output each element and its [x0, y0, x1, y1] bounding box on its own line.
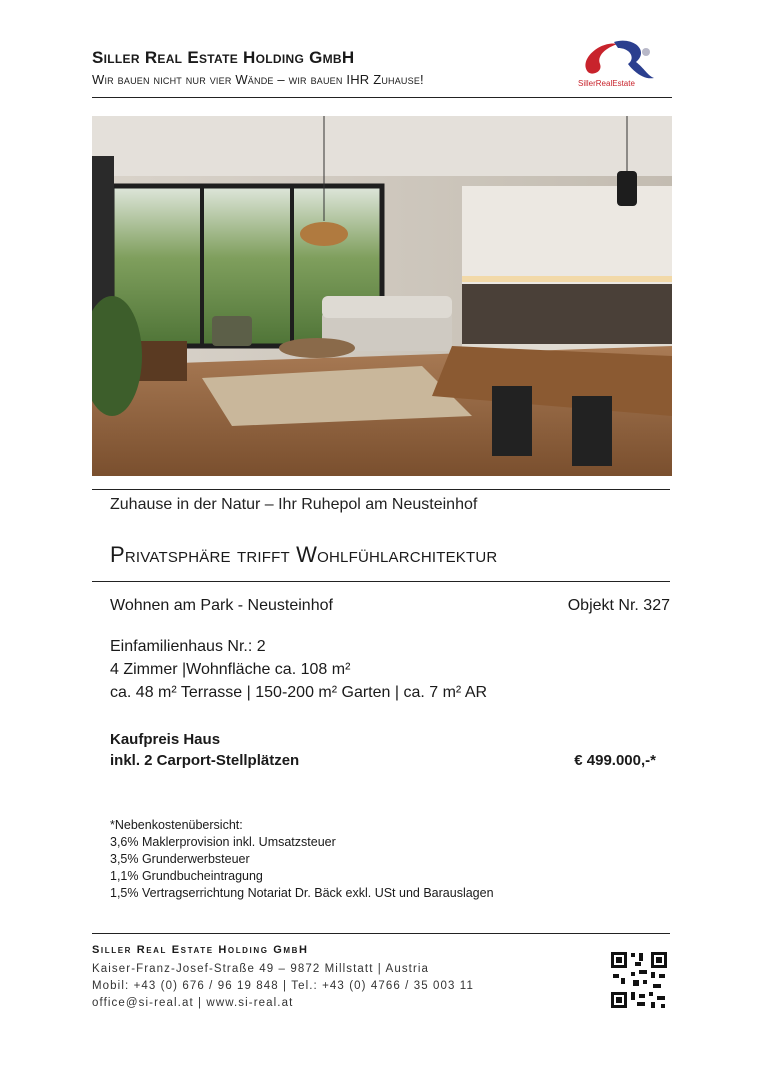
footer-divider	[92, 933, 670, 934]
logo-graphic	[570, 32, 660, 90]
property-location: Wohnen am Park - Neusteinhof	[110, 597, 333, 614]
intro-headline: Privatsphäre trifft Wohlfühlarchitektur	[110, 542, 498, 567]
cost-item: 1,5% Vertragserrichtung Notariat Dr. Bäck exkl. USt und Barauslagen	[110, 886, 494, 900]
footer-contact-web[interactable]: office@si-real.at | www.si-real.at	[92, 997, 294, 1009]
cost-item: 1,1% Grundbucheintragung	[110, 869, 263, 883]
outdoor-areas: ca. 48 m² Terrasse | 150-200 m² Garten | ca. 7 m² AR	[110, 684, 488, 701]
intro-subtitle: Zuhause in der Natur – Ihr Ruhepol am Neusteinhof	[110, 496, 478, 513]
hero-image	[92, 116, 672, 476]
qr-code-graphic	[609, 950, 669, 1010]
interior-photo	[92, 116, 672, 476]
price-label: Kaufpreis Haus	[110, 731, 221, 748]
company-logo	[570, 32, 660, 90]
object-number: Objekt Nr. 327	[567, 597, 670, 614]
rooms-area: 4 Zimmer |Wohnfläche ca. 108 m²	[110, 661, 351, 678]
cost-item: 3,6% Maklerprovision inkl. Umsatzsteuer	[110, 835, 336, 849]
footer-address: Kaiser-Franz-Josef-Straße 49 – 9872 Millstatt | Austria	[92, 963, 430, 975]
footer-company: Siller Real Estate Holding GmbH	[92, 944, 309, 956]
price-value: € 499.000,-*	[574, 752, 656, 769]
svg-text:SillerRealEstate: SillerRealEstate	[578, 79, 635, 88]
company-name: Siller Real Estate Holding GmbH	[92, 48, 355, 67]
costs-title: *Nebenkostenübersicht:	[110, 818, 243, 832]
qr-code[interactable]	[609, 950, 669, 1010]
price-label-parking: inkl. 2 Carport-Stellplätzen	[110, 752, 300, 769]
cost-item: 3,5% Grunderwerbsteuer	[110, 852, 250, 866]
section-divider-bottom	[92, 581, 670, 582]
section-divider-top	[92, 489, 670, 490]
footer-phone[interactable]: Mobil: +43 (0) 676 / 96 19 848 | Tel.: +43 (0) 4766 / 35 003 11	[92, 980, 474, 992]
house-number: Einfamilienhaus Nr.: 2	[110, 638, 266, 655]
header-divider	[92, 97, 672, 98]
company-slogan: Wir bauen nicht nur vier Wände – wir bauen IHR Zuhause!	[92, 72, 424, 87]
